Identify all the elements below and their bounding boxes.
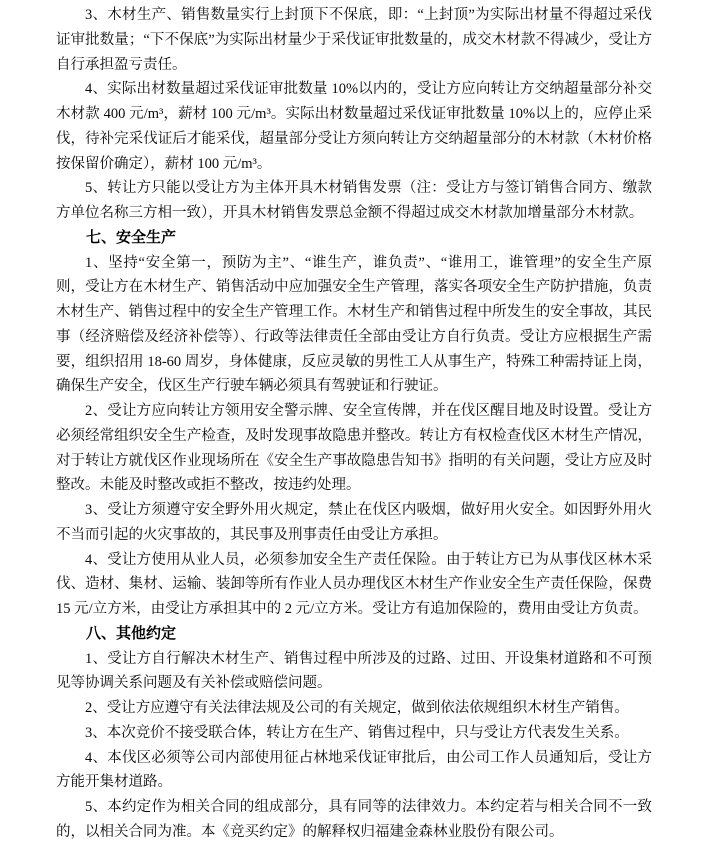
clause-timber-quantity-cap: 3、木材生产、销售数量实行上封顶下不保底，即：“上封顶”为实际出材量不得超过采伐证审批数量；“下不保底”为实际出材量少于采伐证审批数量的，成交木材款不得减少，受让方自行承担盈亏责任。	[56, 7, 652, 73]
safety-clause-principles: 1、坚持“安全第一，预防为主”、“谁生产，谁负责”、“谁用工，谁管理”的安全生产原则，受让方在木材生产、销售活动中应加强安全生产管理，落实各项安全生产防护措施，负责木材生产、销售过程中的安全生产管理工作。木材生产和销售过程中所发生的安全事故，其民事（经济赔偿及经济补偿等）、行政等法律责任全部由受让方自行负责。受让方应根据生产需要，组织招用 18-60 周岁，身体健康，反应灵敏的男性工人从事生产，特殊工种需持证上岗，确保生产安全，伐区生产行驶车辆必须具有驾驶证和行驶证。	[56, 254, 652, 395]
safety-clause-fire-rules: 3、受让方须遵守安全野外用火规定，禁止在伐区内吸烟，做好用火安全。如因野外用火不当而引起的火灾事故的，其民事及刑事责任由受让方承担。	[56, 502, 652, 543]
other-clause-road-coordination: 1、受让方自行解决木材生产、销售过程中所涉及的过路、过田、开设集材道路和不可预见等协调关系问题及有关补偿或赔偿问题。	[56, 650, 652, 692]
other-clause-no-consortium: 3、本次竞价不接受联合体，转让方在生产、销售过程中，只与受让方代表发生关系。	[85, 724, 629, 741]
other-clause-road-permit: 4、本伐区必须等公司内部使用征占林地采伐证审批后，由公司工作人员通知后，受让方方能开集材道路。	[56, 749, 652, 791]
other-clause-law-compliance: 2、受让方应遵守有关法律法规及公司的有关规定，做到依法依规组织木材生产销售。	[85, 700, 629, 716]
section-heading-safety-production: 七、安全生产	[86, 229, 177, 246]
safety-clause-insurance: 4、受让方使用从业人员，必须参加安全生产责任保险。由于转让方已为从事伐区林木采伐、造材、集材、运输、装卸等所有作业人员办理伐区木材生产作业安全生产责任保险，保费 15 元/立方米，由受让方承担其中的 2 元/立方米。受让方有追加保险的，费用由受让方负责。	[56, 551, 652, 617]
clause-sales-invoice: 5、转让方只能以受让方为主体开具木材销售发票（注：受让方与签订销售合同方、缴款方单位名称三方相一致），开具木材销售发票总金额不得超过成交木材款加增量部分木材款。	[56, 180, 652, 221]
clause-overrun-payment: 4、实际出材数量超过采伐证审批数量 10%以内的，受让方应向转让方交纳超量部分补交木材款 400 元/m³，薪材 100 元/m³。实际出材数量超过采伐证审批数量 10%以上的，应停止采伐，待补完采伐证后才能采伐，超量部分受让方须向转让方交纳超量部分的木材款（木材价格按保留价确定），薪材 100 元/m³。	[56, 81, 652, 172]
other-clause-legal-effect: 5、本约定作为相关合同的组成部分，具有同等的法律效力。本约定若与相关合同不一致的，以相关合同为准。本《竞买约定》的解释权归福建金森林业股份有限公司。	[56, 799, 652, 840]
safety-clause-warning-signs: 2、受让方应向转让方领用安全警示牌、安全宣传牌，并在伐区醒目地及时设置。受让方必须经常组织安全生产检查，及时发现事故隐患并整改。转让方有权检查伐区木材生产情况，对于转让方就伐区作业现场所在《安全生产事故隐患告知书》指明的有关问题，受让方应及时整改。未能及时整改或拒不整改，按违约处理。	[56, 403, 652, 494]
section-heading-other-agreements: 八、其他约定	[86, 625, 177, 642]
